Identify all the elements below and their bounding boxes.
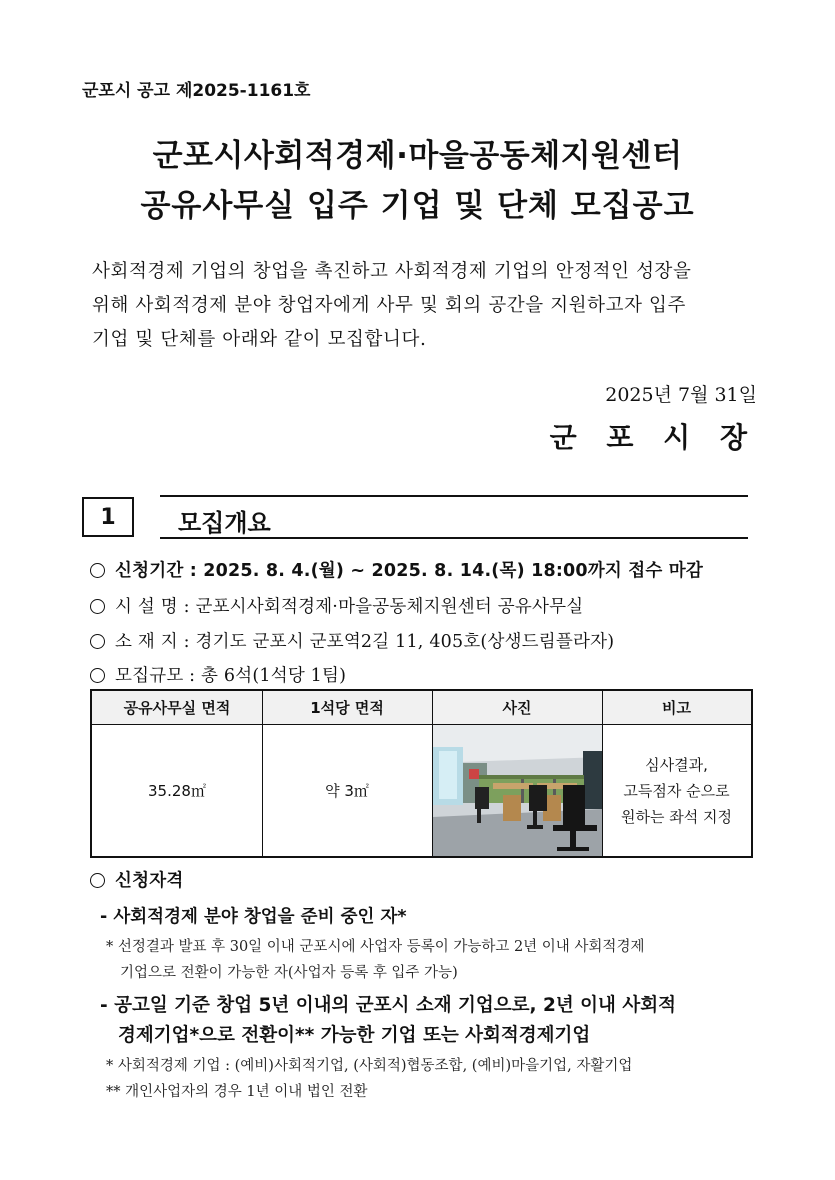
item-facility: 시 설 명 : 군포시사회적경제·마을공동체지원센터 공유사무실: [90, 593, 583, 618]
circle-bullet-icon: [90, 634, 105, 649]
cell-per-seat: 약 3㎡: [325, 782, 369, 800]
office-photo-image: [433, 725, 602, 856]
notice-date: 2025년 7월 31일: [605, 384, 757, 406]
requirement-1-note-1: * 선정결과 발표 후 30일 이내 군포시에 사업자 등록이 가능하고 2년 이내 사회적경제: [106, 939, 645, 955]
requirement-2-note-2: ** 개인사업자의 경우 1년 이내 법인 전환: [106, 1084, 368, 1100]
intro-line-1: 사회적경제 기업의 창업을 촉진하고 사회적경제 기업의 안정적인 성장을: [92, 261, 692, 282]
requirement-1: - 사회적경제 분야 창업을 준비 중인 자*: [100, 907, 407, 927]
circle-bullet-icon: [90, 873, 105, 888]
office-table: [90, 689, 753, 858]
header-photo: 사진: [432, 691, 602, 725]
requirement-2-note-1: * 사회적경제 기업 : (예비)사회적기업, (사회적)협동조합, (예비)마을기업, 자활기업: [106, 1058, 633, 1074]
requirement-2-line-1: - 공고일 기준 창업 5년 이내의 군포시 소재 기업으로, 2년 이내 사회적: [100, 995, 676, 1016]
item-period: 신청기간 : 2025. 8. 4.(월) ~ 2025. 8. 14.(목) 18:00까지 접수 마감: [90, 557, 703, 582]
requirement-2-line-2: 경제기업*으로 전환이** 가능한 기업 또는 사회적경제기업: [118, 1025, 591, 1046]
item-capacity: 모집규모 : 총 6석(1석당 1팀): [90, 662, 346, 687]
office-photo: [433, 725, 602, 856]
circle-bullet-icon: [90, 599, 105, 614]
section-number-box: 1: [82, 497, 134, 537]
header-remark: 비고: [602, 691, 751, 725]
remark-line-3: 원하는 좌석 지정: [621, 807, 732, 826]
circle-bullet-icon: [90, 668, 105, 683]
remark-line-2: 고득점자 순으로: [623, 781, 730, 800]
item-eligibility: 신청자격: [90, 867, 183, 892]
issuer: 군 포 시 장: [549, 421, 757, 454]
cell-remark: [602, 725, 751, 856]
header-per-seat: 1석당 면적: [262, 691, 432, 725]
title-line-1: 군포시사회적경제·마을공동체지원센터: [152, 138, 683, 174]
section-title: 모집개요: [178, 509, 271, 537]
section-rule-top: [160, 495, 748, 497]
intro-line-2: 위해 사회적경제 분야 창업자에게 사무 및 회의 공간을 지원하고자 입주: [92, 295, 686, 316]
notice-number: 군포시 공고 제2025-1161호: [82, 81, 311, 101]
header-area: 공유사무실 면적: [92, 691, 262, 725]
cell-area: 35.28㎡: [148, 782, 206, 800]
item-location: 소 재 지 : 경기도 군포시 군포역2길 11, 405호(상생드림플라자): [90, 628, 614, 653]
requirement-1-note-2: 기업으로 전환이 가능한 자(사업자 등록 후 입주 가능): [120, 965, 458, 981]
intro-line-3: 기업 및 단체를 아래와 같이 모집합니다.: [92, 329, 427, 350]
title-line-2: 공유사무실 입주 기업 및 단체 모집공고: [140, 188, 695, 224]
remark-line-1: 심사결과,: [645, 755, 708, 774]
circle-bullet-icon: [90, 563, 105, 578]
